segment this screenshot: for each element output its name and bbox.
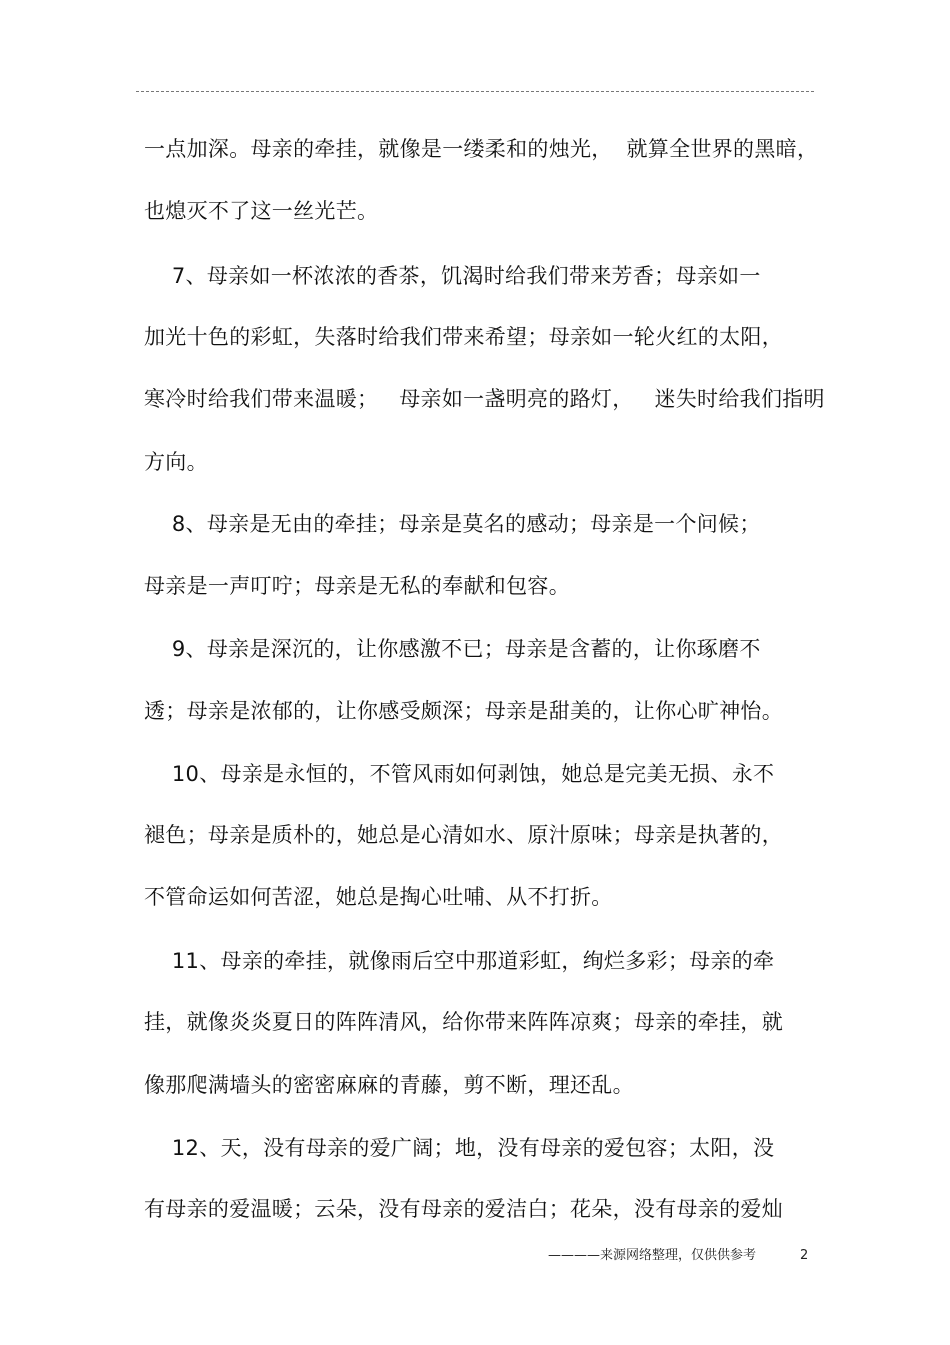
body-line-4: 加光十色的彩虹，失落时给我们带来希望；母亲如一轮火红的太阳， (144, 325, 783, 349)
body-line-5: 寒冷时给我们带来温暖； 母亲如一盏明亮的路灯， 迷失时给我们指明 (144, 387, 825, 411)
body-line-3: 7、母亲如一杯浓浓的香茶，饥渴时给我们带来芳香；母亲如一 (144, 264, 761, 288)
body-line-1: 一点加深。母亲的牵挂，就像是一缕柔和的烛光， 就算全世界的黑暗， (144, 137, 819, 161)
body-line-12: 褪色；母亲是质朴的，她总是心清如水、原汁原味；母亲是执著的， (144, 823, 783, 847)
footer-source-note: ————来源网络整理，仅供供参考 (548, 1248, 757, 1263)
body-line-13: 不管命运如何苦涩，她总是掏心吐哺、从不打折。 (144, 885, 613, 909)
page-number: 2 (800, 1248, 809, 1263)
body-line-11: 10、母亲是永恒的，不管风雨如何剥蚀，她总是完美无损、永不 (144, 762, 775, 786)
body-line-14: 11、母亲的牵挂，就像雨后空中那道彩虹，绚烂多彩；母亲的牵 (144, 949, 775, 973)
body-line-16: 像那爬满墙头的密密麻麻的青藤，剪不断，理还乱。 (144, 1073, 634, 1097)
body-line-2: 也熄灭不了这一丝光芒。 (144, 199, 379, 223)
body-line-17: 12、天，没有母亲的爱广阔；地，没有母亲的爱包容；太阳，没 (144, 1136, 775, 1160)
body-line-10: 透；母亲是浓郁的，让你感受颇深；母亲是甜美的，让你心旷神怡。 (144, 699, 783, 723)
body-line-9: 9、母亲是深沉的，让你感激不已；母亲是含蓄的，让你琢磨不 (144, 637, 761, 661)
body-line-18: 有母亲的爱温暖；云朵，没有母亲的爱洁白；花朵，没有母亲的爱灿 (144, 1197, 783, 1221)
body-line-7: 8、母亲是无由的牵挂；母亲是莫名的感动；母亲是一个问候； (144, 512, 761, 536)
body-line-6: 方向。 (144, 450, 208, 474)
header-divider (136, 91, 814, 92)
body-line-8: 母亲是一声叮咛；母亲是无私的奉献和包容。 (144, 574, 570, 598)
body-line-15: 挂，就像炎炎夏日的阵阵清风，给你带来阵阵凉爽；母亲的牵挂，就 (144, 1010, 783, 1034)
